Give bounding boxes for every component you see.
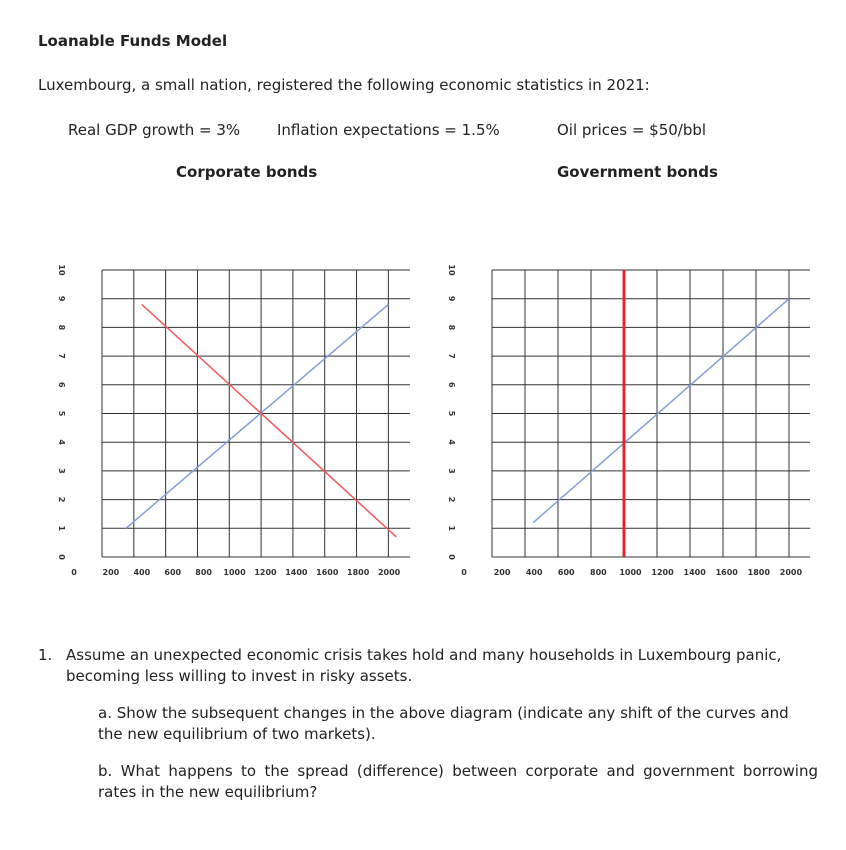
- y-tick-label: 5: [447, 410, 456, 417]
- y-tick-label: 1: [57, 525, 66, 532]
- question-part-b: [98, 761, 818, 803]
- x-tick-label: 400: [133, 568, 151, 577]
- government-bonds-chart: [430, 255, 810, 585]
- question-text: Assume an unexpected economic crisis takes hold and many households in Luxembourg panic, becoming less willing to invest in risky assets.: [66, 646, 782, 685]
- document-title: Loanable Funds Model: [38, 32, 228, 50]
- x-tick-label: 1000: [619, 568, 642, 577]
- question-part-b-label: b.: [98, 762, 113, 780]
- x-tick-label: 0: [71, 568, 77, 577]
- y-tick-label: 9: [57, 295, 66, 302]
- y-tick-label: 9: [447, 295, 456, 302]
- y-tick-label: 1: [447, 525, 456, 532]
- x-tick-label: 600: [557, 568, 575, 577]
- x-tick-label: 800: [590, 568, 607, 577]
- y-tick-label: 10: [57, 264, 66, 276]
- y-tick-label: 5: [57, 410, 66, 417]
- x-tick-label: 1600: [715, 568, 738, 577]
- x-tick-label: 1600: [316, 568, 339, 577]
- x-tick-label: 800: [195, 568, 212, 577]
- question-part-a-label: a.: [98, 704, 112, 722]
- x-tick-label: 400: [525, 568, 543, 577]
- question-number: 1.: [38, 646, 53, 664]
- x-tick-label: 1400: [285, 568, 308, 577]
- y-tick-label: 4: [57, 439, 66, 445]
- x-tick-label: 1200: [651, 568, 674, 577]
- stat-gdp-growth: Real GDP growth = 3%: [68, 121, 241, 139]
- x-tick-label: 1200: [254, 568, 277, 577]
- series-line: [142, 304, 397, 536]
- government-bonds-chart-title: Government bonds: [557, 163, 718, 181]
- y-tick-label: 0: [447, 554, 456, 560]
- question-part-b-text: What happens to the spread (difference) between corporate and government borrowing rates in the new equilibrium?: [98, 762, 818, 801]
- y-tick-label: 2: [57, 496, 66, 503]
- y-tick-label: 6: [57, 382, 66, 388]
- y-tick-label: 8: [447, 324, 456, 331]
- x-tick-label: 200: [102, 568, 120, 577]
- y-tick-label: 7: [447, 353, 456, 359]
- stat-oil-prices: Oil prices = $50/bbl: [557, 121, 707, 139]
- x-tick-label: 600: [164, 568, 182, 577]
- y-tick-label: 7: [57, 353, 66, 359]
- y-tick-label: 4: [447, 439, 456, 445]
- corporate-bonds-chart-title: Corporate bonds: [176, 163, 318, 181]
- x-tick-label: 1800: [747, 568, 770, 577]
- x-tick-label: 1400: [683, 568, 706, 577]
- x-tick-label: 2000: [779, 568, 803, 577]
- question-part-a: [98, 703, 818, 745]
- y-tick-label: 6: [447, 382, 456, 388]
- y-tick-label: 8: [57, 324, 66, 331]
- x-tick-label: 1000: [223, 568, 246, 577]
- y-tick-label: 3: [57, 468, 66, 474]
- x-tick-label: 0: [461, 568, 467, 577]
- x-tick-label: 200: [493, 568, 511, 577]
- x-tick-label: 1800: [347, 568, 370, 577]
- y-tick-label: 0: [57, 554, 66, 560]
- x-tick-label: 2000: [377, 568, 401, 577]
- y-tick-label: 10: [447, 264, 456, 276]
- y-tick-label: 2: [447, 496, 456, 503]
- question-part-a-text: Show the subsequent changes in the above diagram (indicate any shift of the curves and the new equilibrium of two markets).: [98, 704, 789, 743]
- y-tick-label: 3: [447, 468, 456, 474]
- corporate-bonds-chart: [40, 255, 410, 585]
- intro-text: Luxembourg, a small nation, registered the following economic statistics in 2021:: [38, 76, 650, 94]
- series-line: [533, 299, 789, 523]
- stat-inflation-expectations: Inflation expectations = 1.5%: [277, 121, 500, 139]
